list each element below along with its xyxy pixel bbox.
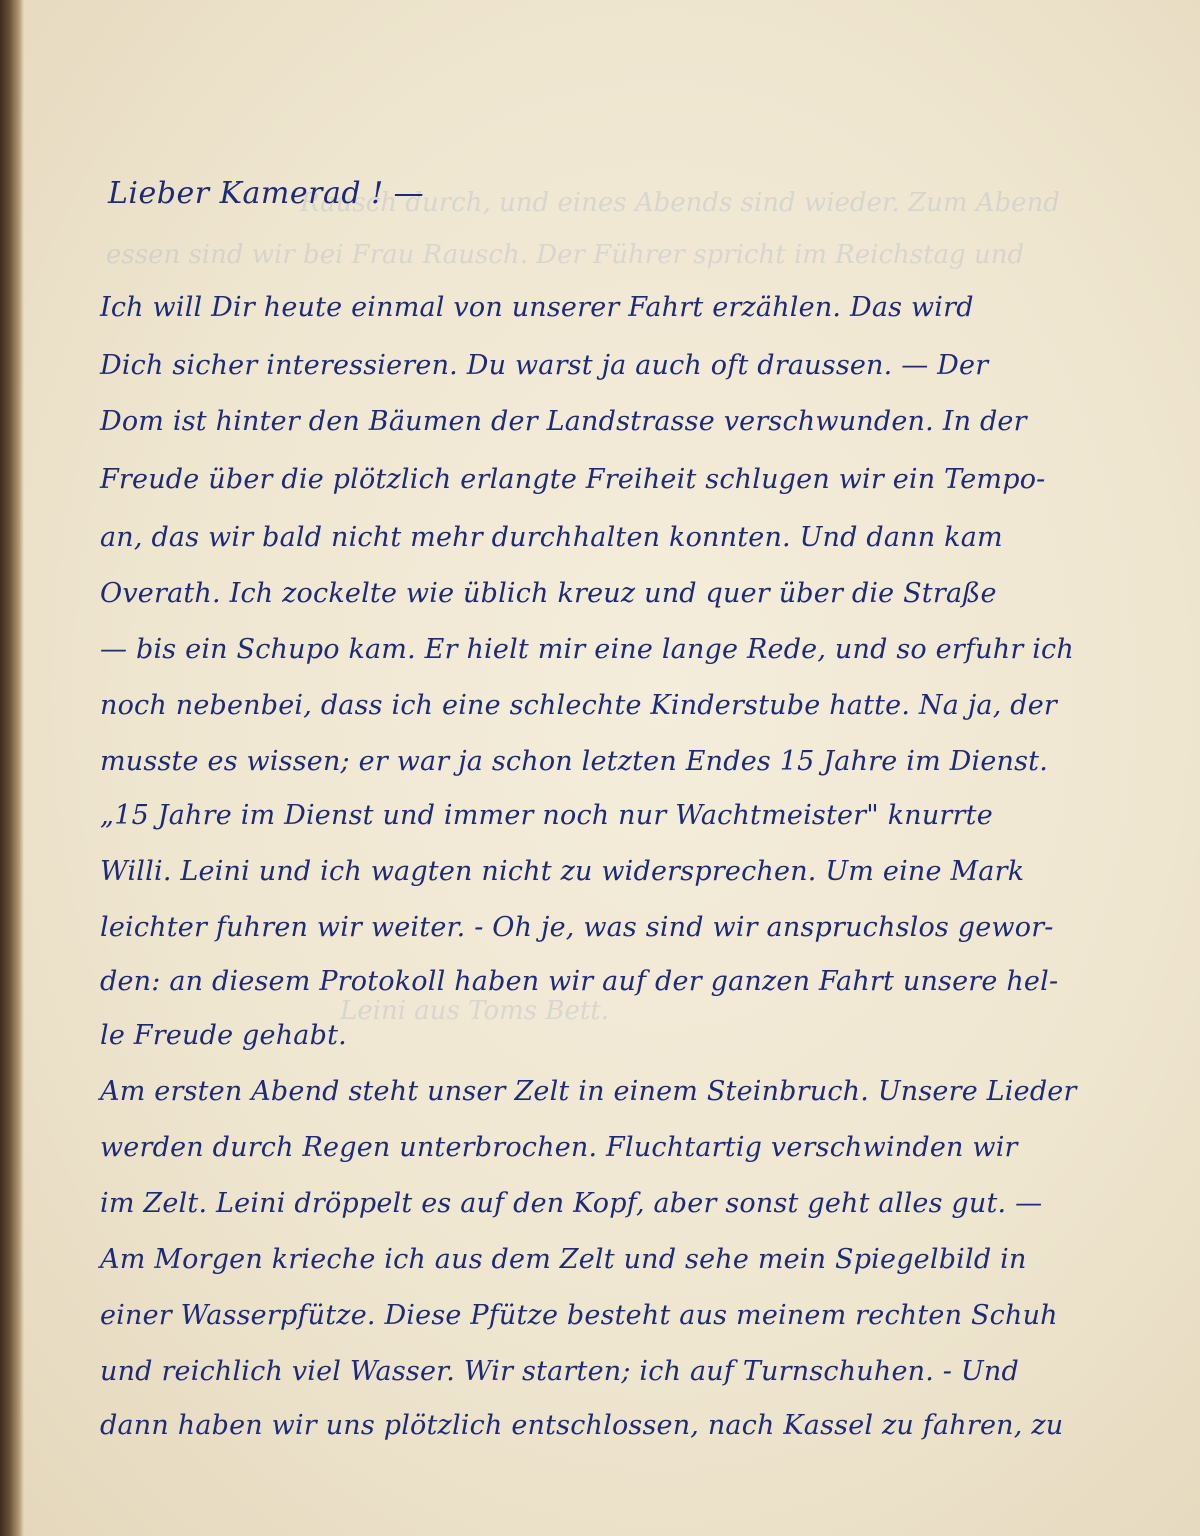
bleedthrough-line: essen sind wir bei Frau Rausch. Der Führer spricht im Reichstag und [106, 240, 1025, 270]
letter-line: noch nebenbei, dass ich eine schlechte Kinderstube hatte. Na ja, der [100, 690, 1058, 721]
letter-line: an, das wir bald nicht mehr durchhalten konnten. Und dann kam [100, 522, 1003, 553]
letter-line: werden durch Regen unterbrochen. Fluchtartig verschwinden wir [100, 1132, 1018, 1163]
letter-line: — bis ein Schupo kam. Er hielt mir eine lange Rede, und so erfuhr ich [100, 634, 1074, 665]
letter-line: und reichlich viel Wasser. Wir starten; ich auf Turnschuhen. - Und [100, 1356, 1019, 1387]
letter-line: Overath. Ich zockelte wie üblich kreuz und quer über die Straße [100, 578, 997, 609]
letter-line: Dom ist hinter den Bäumen der Landstrasse verschwunden. In der [100, 406, 1027, 437]
letter-salutation: Lieber Kamerad ! — [108, 176, 425, 211]
letter-line: im Zelt. Leini dröppelt es auf den Kopf, aber sonst geht alles gut. — [100, 1188, 1043, 1219]
letter-line: Ich will Dir heute einmal von unserer Fahrt erzählen. Das wird [100, 292, 974, 323]
letter-line: „15 Jahre im Dienst und immer noch nur Wachtmeister" knurrte [100, 800, 993, 831]
letter-line: einer Wasserpfütze. Diese Pfütze besteht aus meinem rechten Schuh [100, 1300, 1058, 1331]
bleedthrough-line: Leini aus Toms Bett. [340, 996, 610, 1026]
letter-line: leichter fuhren wir weiter. - Oh je, was sind wir anspruchslos gewor- [100, 912, 1054, 943]
letter-line: le Freude gehabt. [100, 1020, 347, 1051]
letter-line: Dich sicher interessieren. Du warst ja auch oft draussen. — Der [100, 350, 989, 381]
letter-line: musste es wissen; er war ja schon letzten Endes 15 Jahre im Dienst. [100, 746, 1049, 777]
book-spine-shadow [0, 0, 24, 1536]
letter-line: dann haben wir uns plötzlich entschlossen, nach Kassel zu fahren, zu [100, 1410, 1064, 1441]
bleedthrough-line: Rausch durch, und eines Abends sind wieder. Zum Abend [300, 188, 1060, 218]
letter-line: Am Morgen krieche ich aus dem Zelt und sehe mein Spiegelbild in [100, 1244, 1027, 1275]
letter-line: Freude über die plötzlich erlangte Freiheit schlugen wir ein Tempo- [100, 464, 1046, 495]
letter-line: den: an diesem Protokoll haben wir auf der ganzen Fahrt unsere hel- [100, 966, 1059, 997]
letter-line: Am ersten Abend steht unser Zelt in einem Steinbruch. Unsere Lieder [100, 1076, 1077, 1107]
letter-line: Willi. Leini und ich wagten nicht zu widersprechen. Um eine Mark [100, 856, 1025, 887]
